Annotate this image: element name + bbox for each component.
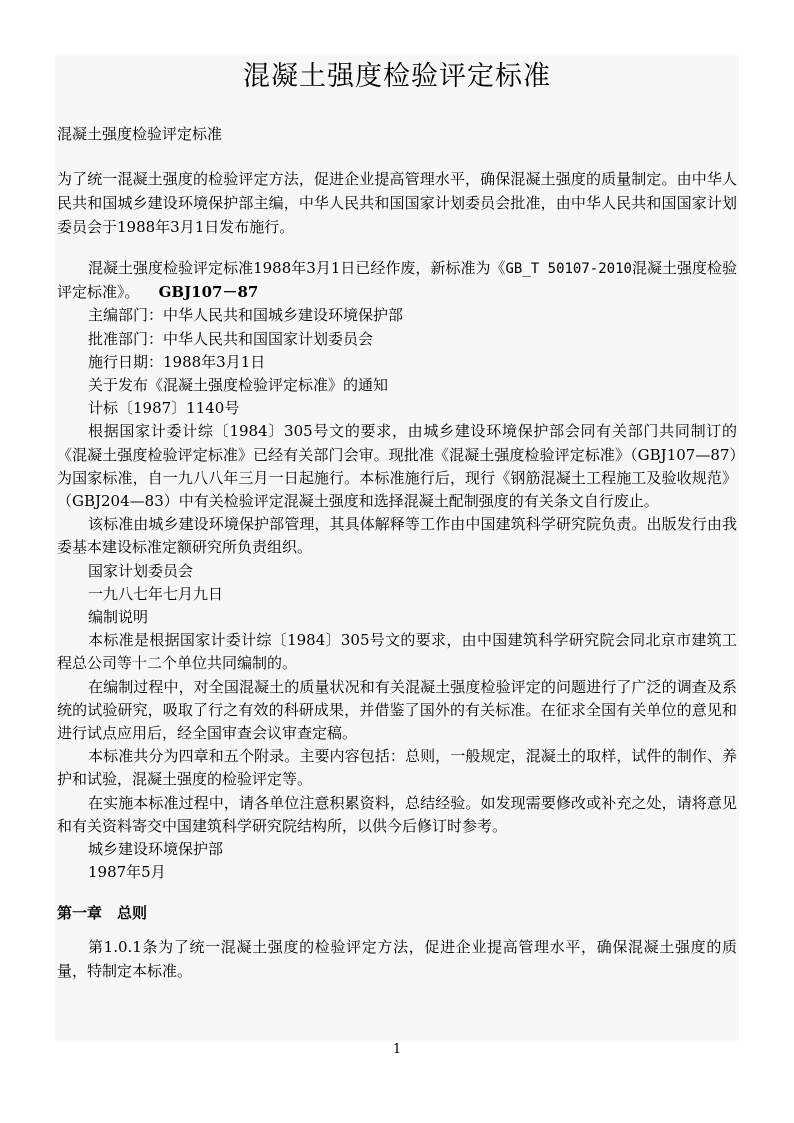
- standard-number: GBJ107－87: [158, 283, 259, 302]
- body-paragraph: 本标准共分为四章和五个附录。主要内容包括：总则，一般规定，混凝土的取样，试件的制作、养护和试验，混凝土强度的检验评定等。: [57, 747, 737, 789]
- document-title: 混凝土强度检验评定标准: [243, 61, 551, 92]
- intro-paragraph: 为了统一混凝土强度的检验评定方法，促进企业提高管理水平，确保混凝土强度的质量制定。由中华人民共和国城乡建设环境保护部主编，中华人民共和国国家计划委员会批准，由中华人民共和国国家计划委员会于1988年3月1日发布施行。: [57, 170, 737, 236]
- body-paragraph: 该标准由城乡建设环境保护部管理，其具体解释等工作由中国建筑科学研究院负责。出版发行由我委基本建设标准定额研究所负责组织。: [57, 515, 737, 557]
- body-paragraph: 计标〔1987〕1140号: [88, 399, 240, 418]
- document-body: [57, 55, 737, 983]
- body-paragraph: 批准部门：中华人民共和国国家计划委员会: [88, 329, 374, 348]
- body-paragraph: 在编制过程中，对全国混凝土的质量状况和有关混凝土强度检验评定的问题进行了广泛的调查及系统的试验研究，吸取了行之有效的科研成果，并借鉴了国外的有关标准。在征求全国有关单位的意见和进行试点应用后，经全国审查会议审查定稿。: [57, 677, 737, 743]
- body-paragraph: 一九八七年七月九日: [88, 584, 224, 603]
- body-paragraph: 1987年5月: [88, 863, 166, 882]
- notice-text-end: 混凝土强度检验评定标准》。: [57, 259, 737, 302]
- body-paragraph: 城乡建设环境保护部: [88, 840, 224, 859]
- body-paragraph: 主编部门：中华人民共和国城乡建设环境保护部: [88, 306, 404, 325]
- body-paragraph: 在实施本标准过程中，请各单位注意积累资料，总结经验。如发现需要修改或补充之处，请将意见和有关资料寄交中国建筑科学研究院结构所，以供今后修订时参考。: [57, 793, 737, 835]
- body-paragraph: 本标准是根据国家计委计综〔1984〕305号文的要求，由中国建筑科学研究院会同北京市建筑工程总公司等十二个单位共同编制的。: [57, 631, 737, 673]
- notice-text-start: 混凝土强度检验评定标准1988年3月1日已经作废，新标准为《: [88, 259, 506, 277]
- document-subtitle: 混凝土强度检验评定标准: [57, 125, 223, 143]
- body-paragraphs: [57, 304, 737, 884]
- body-paragraph: 施行日期：1988年3月1日: [88, 352, 266, 371]
- body-paragraph: 编制说明: [88, 608, 149, 627]
- body-paragraph: 根据国家计委计综〔1984〕305号文的要求，由城乡建设环境保护部会同有关部门共同制订的《混凝土强度检验评定标准》已经有关部门会审。现批准《混凝土强度检验评定标准》（GBJ107—87）为国家标准，自一九八八年三月一日起施行。本标准施行后，现行《钢筋混凝土工程施工及验收规范》（GBJ204—83）中有关检验评定混凝土强度和选择混凝土配制强度的有关条文自行废止。: [57, 422, 737, 511]
- body-paragraph: 国家计划委员会: [88, 561, 194, 580]
- obsolete-notice-paragraph: [57, 257, 737, 304]
- new-standard-code: GB_T 50107-2010: [505, 261, 632, 277]
- article-1-0-1: 第1.0.1条为了统一混凝土强度的检验评定方法，促进企业提高管理水平，确保混凝土强度的质量，特制定本标准。: [57, 938, 737, 980]
- body-paragraph: 关于发布《混凝土强度检验评定标准》的通知: [88, 376, 389, 395]
- page-number: 1: [392, 1042, 402, 1057]
- chapter-heading: 第一章 总则: [57, 904, 148, 923]
